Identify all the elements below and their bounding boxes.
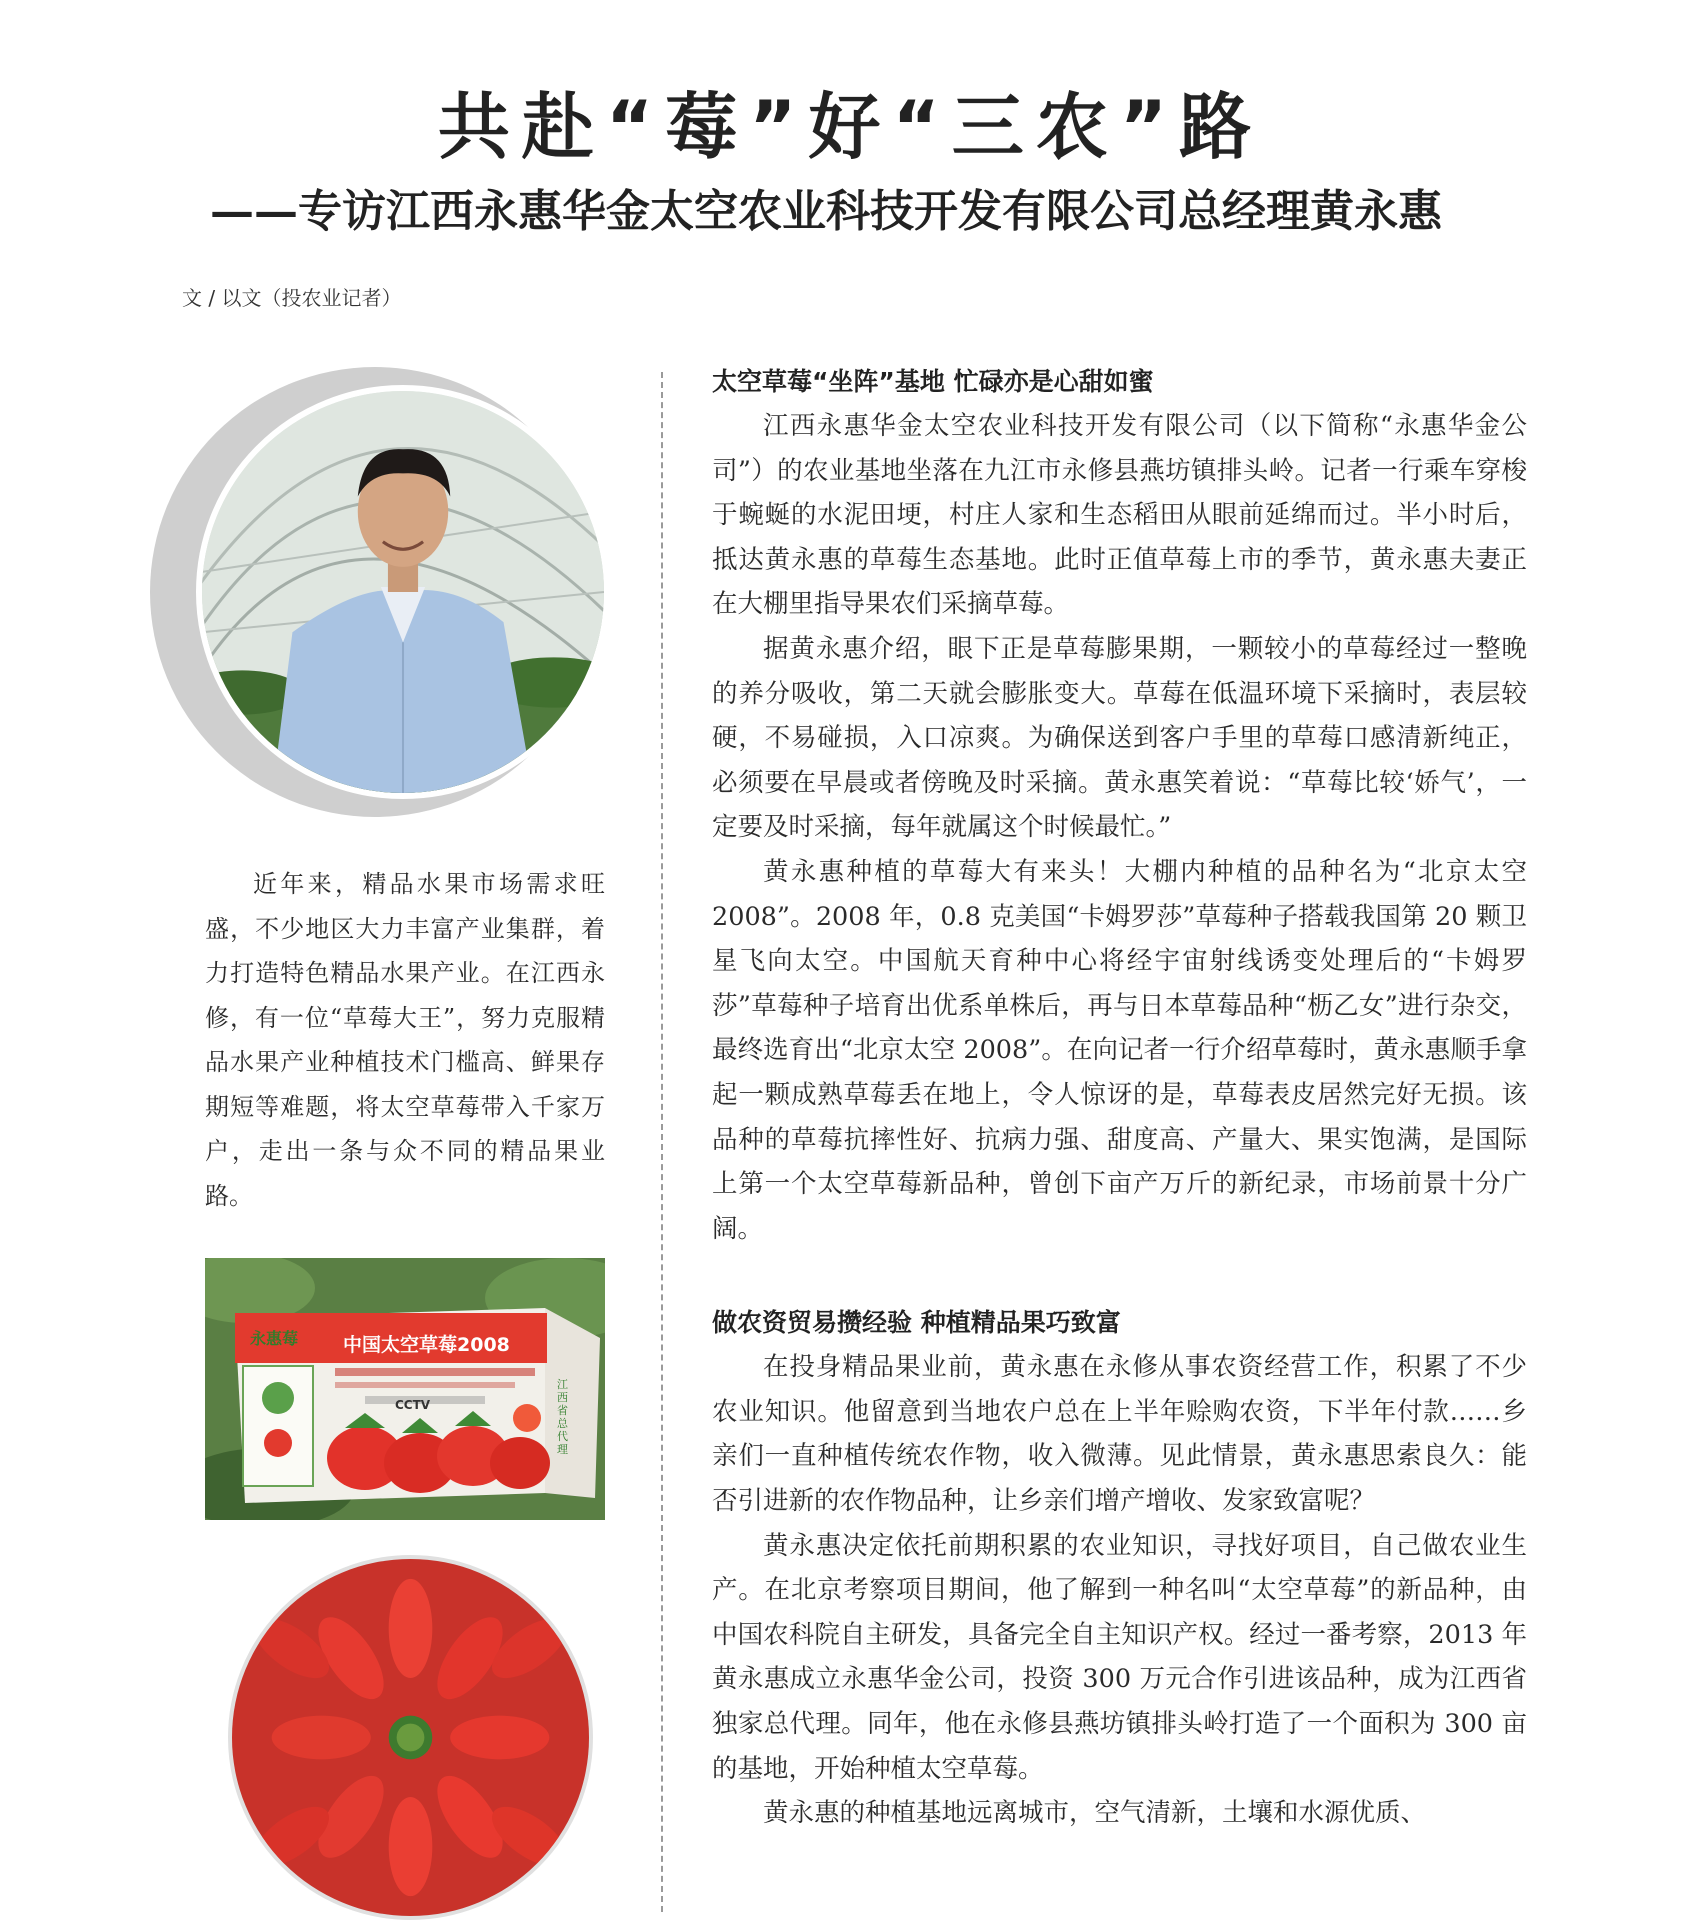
article-body	[712, 360, 1527, 1836]
section-2-paragraph-1: 在投身精品果业前，黄永惠在永修从事农资经营工作，积累了不少农业知识。他留意到当地农户总在上半年赊购农资，下半年付款……乡亲们一直种植传统农作物，收入微薄。见此情景，黄永惠思索良久：能否引进新的农作物品种，让乡亲们增产增收、发家致富呢？	[712, 1352, 1527, 1517]
strawberry-box-photo	[205, 1258, 605, 1520]
section-1-paragraph-1: 江西永惠华金太空农业科技开发有限公司（以下简称“永惠华金公司”）的农业基地坐落在九江市永修县燕坊镇排头岭。记者一行乘车穿梭于蜿蜒的水泥田埂，村庄人家和生态稻田从眼前延绵而过。半小时后，抵达黄永惠的草莓生态基地。此时正值草莓上市的季节，黄永惠夫妻正在大棚里指导果农们采摘草莓。	[712, 411, 1527, 620]
column-divider	[661, 372, 663, 1912]
box-brand-label: 永惠莓	[250, 1329, 299, 1348]
article-byline: 文 / 以文（投农业记者）	[182, 286, 402, 310]
section-2-paragraph-2: 黄永惠决定依托前期积累的农业知识，寻找好项目，自己做农业生产。在北京考察项目期间，他了解到一种名叫“太空草莓”的新品种，由中国农科院自主研发，具备完全自主知识产权。经过一番考察，2013 年黄永惠成立永惠华金公司，投资 300 万元合作引进该品种，成为江西省独家总代理。同年，他在永修县燕坊镇排头岭打造了一个面积为 300 亩的基地，开始种植太空草莓。	[712, 1530, 1527, 1784]
section-gap	[712, 1251, 1527, 1301]
section-heading-2: 做农资贸易攒经验 种植精品果巧致富	[712, 1308, 1121, 1338]
section-heading-1: 太空草莓“坐阵”基地 忙碌亦是心甜如蜜	[712, 367, 1154, 396]
intro-paragraph: 近年来，精品水果市场需求旺盛，不少地区大力丰富产业集群，着力打造特色精品水果产业。在江西永修，有一位“草莓大王”，努力克服精品水果产业种植技术门槛高、鲜果存期短等难题，将太空草莓带入千家万户，走出一条与众不同的精品果业路。	[205, 870, 605, 1210]
strawberry-box-illustration	[205, 1258, 605, 1520]
article-subtitle: ——专访江西永惠华金太空农业科技开发有限公司总经理黄永惠	[210, 186, 1442, 237]
section-1-paragraph-3: 黄永惠种植的草莓大有来头！大棚内种植的品种名为“北京太空 2008”。2008 年，0.8 克美国“卡姆罗莎”草莓种子搭载我国第 20 颗卫星飞向太空。中国航天育种中心将经宇宙射线诱变处理后的“卡姆罗莎”草莓种子培育出优系单株后，再与日本草莓品种“枥乙女”进行杂交，最终选育出“北京太空 2008”。在向记者一行介绍草莓时，黄永惠顺手拿起一颗成熟草莓丢在地上，令人惊讶的是，草莓表皮居然完好无损。该品种的草莓抗摔性好、抗病力强、甜度高、产量大、果实饱满，是国际上第一个太空草莓新品种，曾创下亩产万斤的新纪录，市场前景十分广阔。	[712, 856, 1527, 1244]
portrait-illustration	[202, 391, 604, 793]
box-product-label: 中国太空草莓2008	[343, 1334, 510, 1356]
box-cctv-label: CCTV	[395, 1398, 431, 1412]
section-1-paragraph-2: 据黄永惠介绍，眼下正是草莓膨果期，一颗较小的草莓经过一整晚的养分吸收，第二天就会膨胀变大。草莓在低温环境下采摘时，表层较硬，不易碰损，入口凉爽。为确保送到客户手里的草莓口感清新纯正，必须要在早晨或者傍晚及时采摘。黄永惠笑着说：“草莓比较‘娇气’，一定要及时采摘，每年就属这个时候最忙。”	[712, 633, 1527, 843]
box-agent-label: 江西省总代理	[557, 1378, 568, 1456]
strawberries-illustration	[232, 1559, 589, 1916]
article-title: 共赴“莓”好“三农”路	[437, 85, 1264, 169]
portrait-photo	[196, 385, 610, 799]
section-2-paragraph-3: 黄永惠的种植基地远离城市，空气清新，土壤和水源优质、	[763, 1798, 1427, 1829]
strawberries-photo	[228, 1555, 593, 1920]
